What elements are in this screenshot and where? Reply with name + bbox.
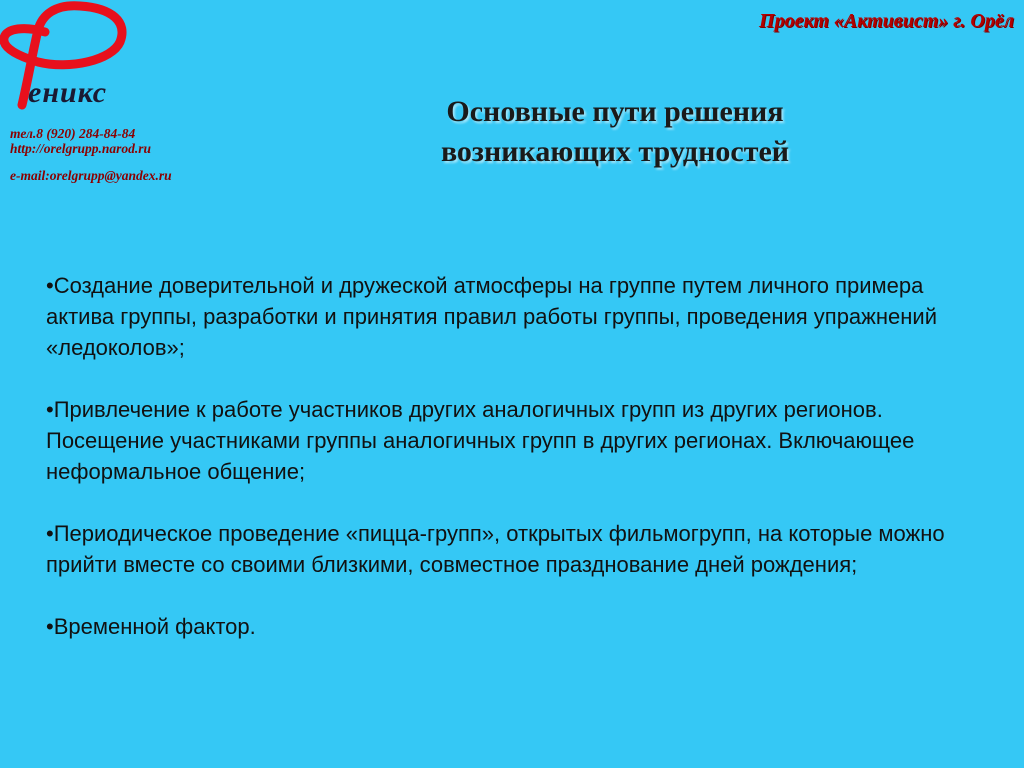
- bullet-item: •Временной фактор.: [46, 614, 256, 639]
- bullet-item: •Периодическое проведение «пицца-групп», открытых фильмогрупп, на которые можно прийти вместе со своими близкими, совместное празднование дней рождения;: [46, 521, 945, 577]
- email-link[interactable]: e-mail:orelgrupp@yandex.ru: [10, 168, 172, 183]
- title-line-1: Основные пути решения: [446, 95, 784, 128]
- website-link[interactable]: http://orelgrupp.narod.ru: [10, 141, 152, 156]
- contacts-block: [10, 126, 172, 183]
- logo: [0, 0, 150, 110]
- bullet-item: •Создание доверительной и дружеской атмосферы на группе путем личного примера актива группы, разработки и принятия правил работы группы, проведения упражнений «ледоколов»;: [46, 273, 937, 360]
- bullet-list: [46, 270, 996, 642]
- logo-text: еникс: [28, 76, 108, 109]
- page-title: [300, 92, 930, 172]
- phone-number: тел.8 (920) 284-84-84: [10, 126, 136, 141]
- project-label: Проект «Активист» г. Орёл: [759, 10, 1014, 32]
- bullet-item: •Привлечение к работе участников других аналогичных групп из других регионов. Посещение участниками группы аналогичных групп в других регионах. Включающее неформальное общение;: [46, 397, 915, 484]
- title-line-2: возникающих трудностей: [440, 135, 790, 168]
